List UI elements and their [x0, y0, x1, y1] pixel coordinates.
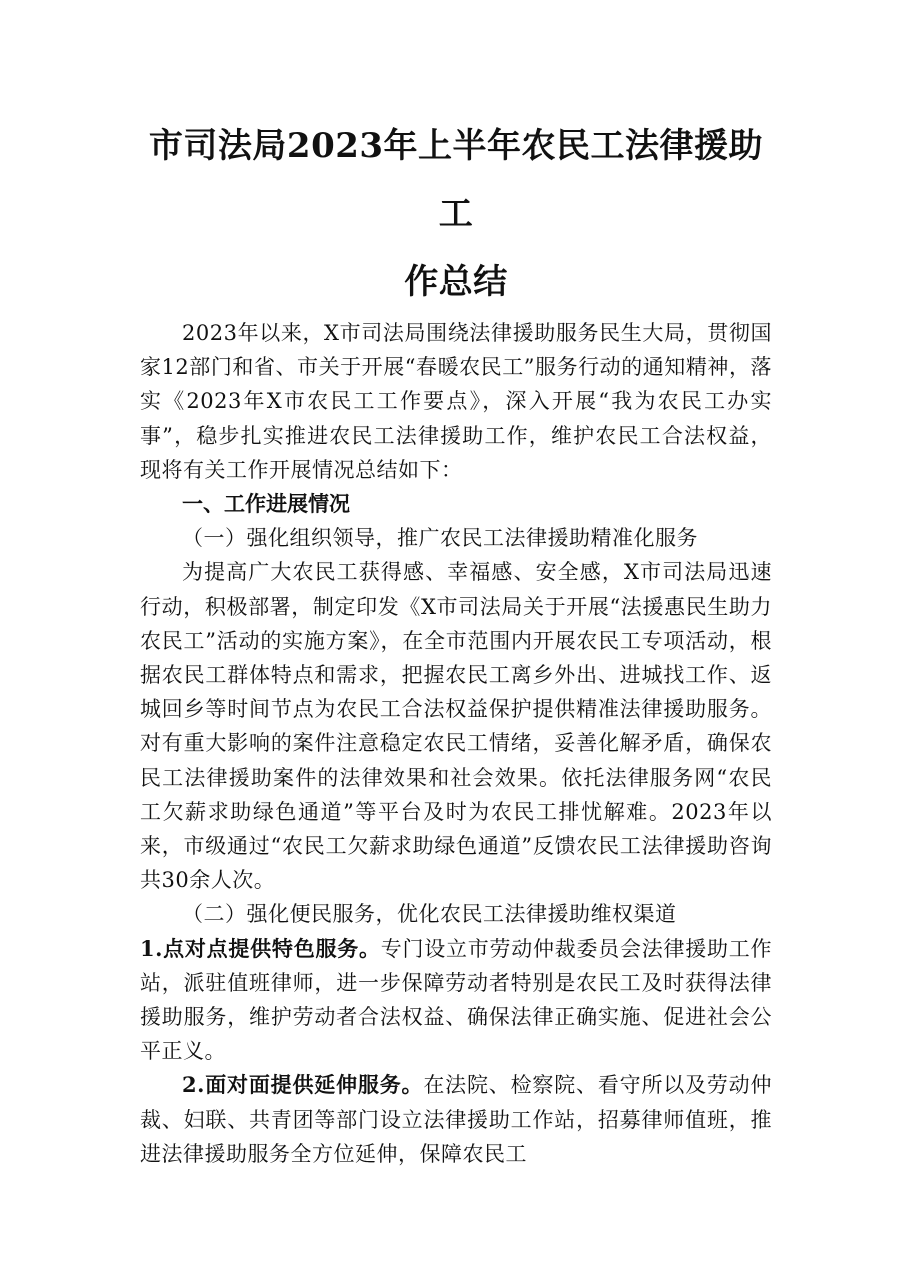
item-1-lead: 1.点对点提供特色服务。 — [140, 935, 381, 961]
title-line-2: 作总结 — [404, 262, 508, 302]
item-2-lead: 2.面对面提供延伸服务。 — [182, 1072, 424, 1098]
title-line-1: 市司法局2023年上半年农民工法律援助工 — [148, 126, 764, 234]
subsection-heading-1: （一）强化组织领导，推广农民工法律援助精准化服务 — [182, 526, 698, 551]
item-2-body: 在法院、检察院、看守所以及劳动仲裁、妇联、共青团等部门设立法律援助工作站，招募律师值班，推进法律援助服务全方位延伸，保障农民工 — [140, 1073, 772, 1166]
subsection-1-body: 为提高广大农民工获得感、幸福感、安全感，X市司法局迅速行动，积极部署，制定印发《X市司法局关于开展“法援惠民生助力农民工”活动的实施方案》，在全市范围内开展农民工专项活动，根据农民工群体特点和需求，把握农民工离乡外出、进城找工作、返城回乡等时间节点为农民工合法权益保护提供精准法律援助服务。对有重大影响的案件注意稳定农民工情绪，妥善化解矛盾，确保农民工法律援助案件的法律效果和社会效果。依托法律服务网“农民工欠薪求助绿色通道”等平台及时为农民工排忧解难。2023年以来，市级通过“农民工欠薪求助绿色通道”反馈农民工法律援助咨询共30余人次。 — [140, 560, 772, 893]
document-content — [140, 112, 772, 1171]
item-1-paragraph — [140, 932, 772, 1069]
document-title — [140, 112, 772, 316]
subsection-heading-2: （二）强化便民服务，优化农民工法律援助维权渠道 — [182, 902, 677, 927]
item-2-paragraph — [140, 1068, 772, 1171]
item-1-body: 专门设立市劳动仲裁委员会法律援助工作站，派驻值班律师，进一步保障劳动者特别是农民工及时获得法律援助服务，维护劳动者合法权益、确保法律正确实施、促进社会公平正义。 — [140, 936, 772, 1064]
section-heading-1: 一、工作进展情况 — [182, 492, 350, 517]
intro-paragraph: 2023年以来，X市司法局围绕法律援助服务民生大局，贯彻国家12部门和省、市关于开展“春暖农民工”服务行动的通知精神，落实《2023年X市农民工工作要点》，深入开展“我为农民工办实事”，稳步扎实推进农民工法律援助工作，维护农民工合法权益，现将有关工作开展情况总结如下： — [140, 321, 772, 482]
